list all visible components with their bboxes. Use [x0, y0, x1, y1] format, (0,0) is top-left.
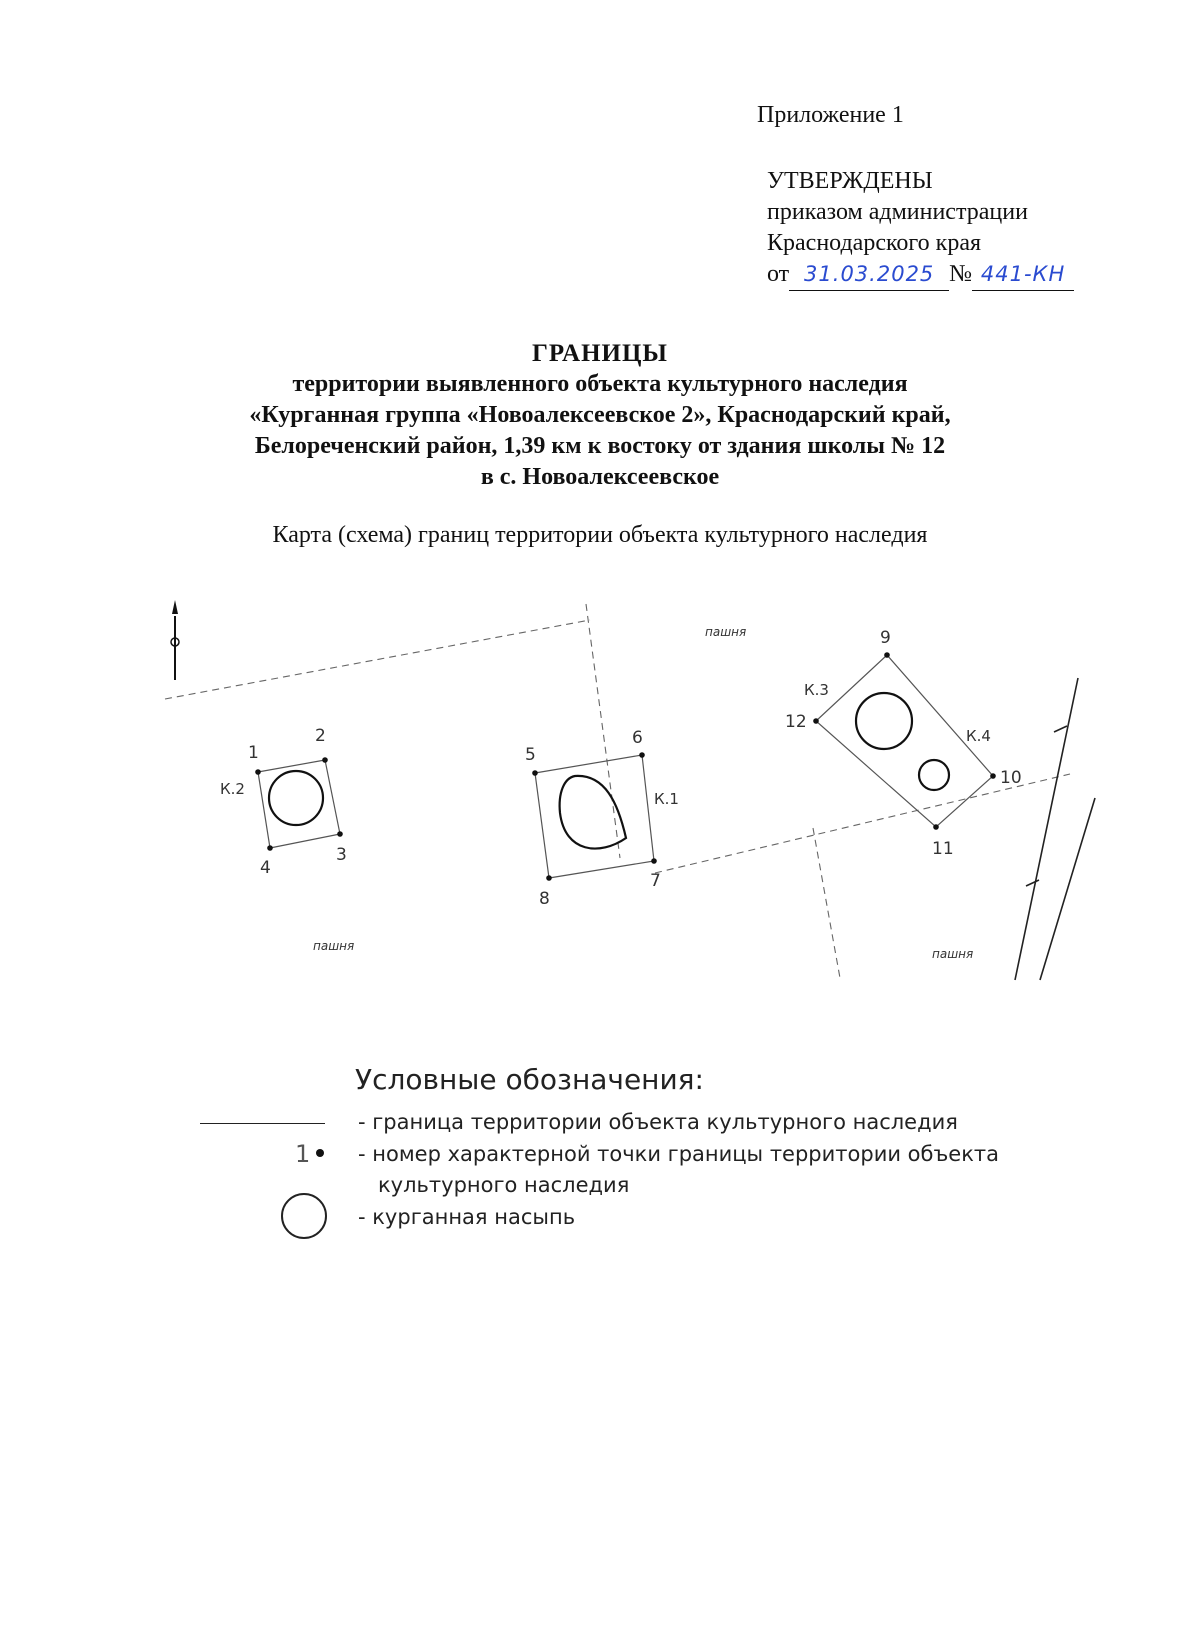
point-label: 11: [932, 839, 954, 859]
point-label: 3: [336, 845, 347, 865]
mound-label: К.1: [654, 790, 679, 808]
title-line-4: в с. Новоалексеевское: [480, 464, 720, 490]
mound-k4: [919, 760, 949, 790]
field-label: пашня: [932, 947, 974, 961]
legend-point-text-1: - номер характерной точки границы территории объекта: [358, 1142, 1000, 1166]
approval-block: [767, 166, 1074, 291]
date-prefix: от: [767, 261, 790, 287]
legend-mound-text: - курганная насыпь: [358, 1205, 576, 1229]
highway-tick: [1054, 726, 1067, 732]
point-6: [639, 752, 645, 758]
mound-k1: [560, 776, 626, 849]
point-2: [322, 757, 328, 763]
point-1: [255, 769, 261, 775]
map-caption: Карта (схема) границ территории объекта культурного наследия: [272, 522, 928, 548]
field-label: пашня: [705, 625, 747, 639]
document-title: [0, 338, 1200, 493]
characteristic-points: [255, 652, 996, 881]
approval-line-1: приказом администрации: [767, 199, 1028, 225]
title-line-1: территории выявленного объекта культурного наследия: [292, 371, 908, 397]
boundary-line-symbol: [200, 1123, 325, 1124]
legend-point-text-2: культурного наследия: [378, 1173, 630, 1197]
point-label: 12: [785, 712, 807, 732]
mound-circle-icon: [281, 1193, 327, 1239]
territory-boundaries: [258, 655, 993, 878]
point-label: 8: [539, 889, 550, 909]
mound-label: К.3: [804, 681, 829, 699]
title-line-2: «Курганная группа «Новоалексеевское 2», Краснодарский край,: [249, 402, 951, 428]
appendix-label: Приложение 1: [757, 102, 904, 128]
boundary-k1: [535, 755, 654, 878]
approved-heading: УТВЕРЖДЕНЫ: [767, 168, 933, 194]
number-prefix: №: [949, 261, 973, 287]
approval-date-line: [767, 259, 1074, 291]
highway-line-east: [1040, 798, 1095, 980]
point-10: [990, 773, 996, 779]
field-edge-south: [655, 774, 1070, 873]
field-edge-road-east: [813, 828, 840, 978]
mound-label: К.2: [220, 780, 245, 798]
highway: [1015, 678, 1095, 980]
mound-label: К.4: [966, 727, 991, 745]
date-field: [789, 259, 949, 291]
field-label: пашня: [313, 939, 355, 953]
point-label: 5: [525, 745, 536, 765]
point-label: 2: [315, 726, 326, 746]
point-8: [546, 875, 552, 881]
point-label: 1: [248, 743, 259, 763]
point-11: [933, 824, 939, 830]
point-dot-icon: [316, 1149, 324, 1157]
point-label: 4: [260, 858, 271, 878]
mound-k3: [856, 693, 912, 749]
number-handwritten: 441-КН: [980, 262, 1066, 286]
approval-line-2: Краснодарского края: [767, 230, 982, 256]
boundary-map: [160, 598, 1110, 1008]
mounds: [269, 693, 949, 849]
point-labels: [248, 628, 1022, 909]
point-sample-number: 1: [295, 1140, 311, 1168]
point-label: 6: [632, 728, 643, 748]
legend-title: Условные обозначения:: [355, 1063, 704, 1096]
point-9: [884, 652, 890, 658]
point-12: [813, 718, 819, 724]
highway-line-west: [1015, 678, 1078, 980]
highway-tick: [1026, 880, 1039, 886]
title-line-3: Белореченский район, 1,39 км к востоку от здания школы № 12: [254, 433, 946, 459]
legend-boundary-text: - граница территории объекта культурного наследия: [358, 1110, 958, 1134]
north-arrow-icon: [171, 600, 179, 680]
field-edge-north: [165, 620, 590, 699]
point-label: 9: [880, 628, 891, 648]
point-5: [532, 770, 538, 776]
date-handwritten: 31.03.2025: [804, 262, 935, 286]
point-3: [337, 831, 343, 837]
point-label: 7: [650, 871, 661, 891]
point-4: [267, 845, 273, 851]
point-7: [651, 858, 657, 864]
field-edge-road-west: [586, 604, 620, 858]
number-field: [972, 259, 1074, 291]
title-main: ГРАНИЦЫ: [532, 340, 668, 367]
point-label: 10: [1000, 768, 1022, 788]
mound-k2: [269, 771, 323, 825]
